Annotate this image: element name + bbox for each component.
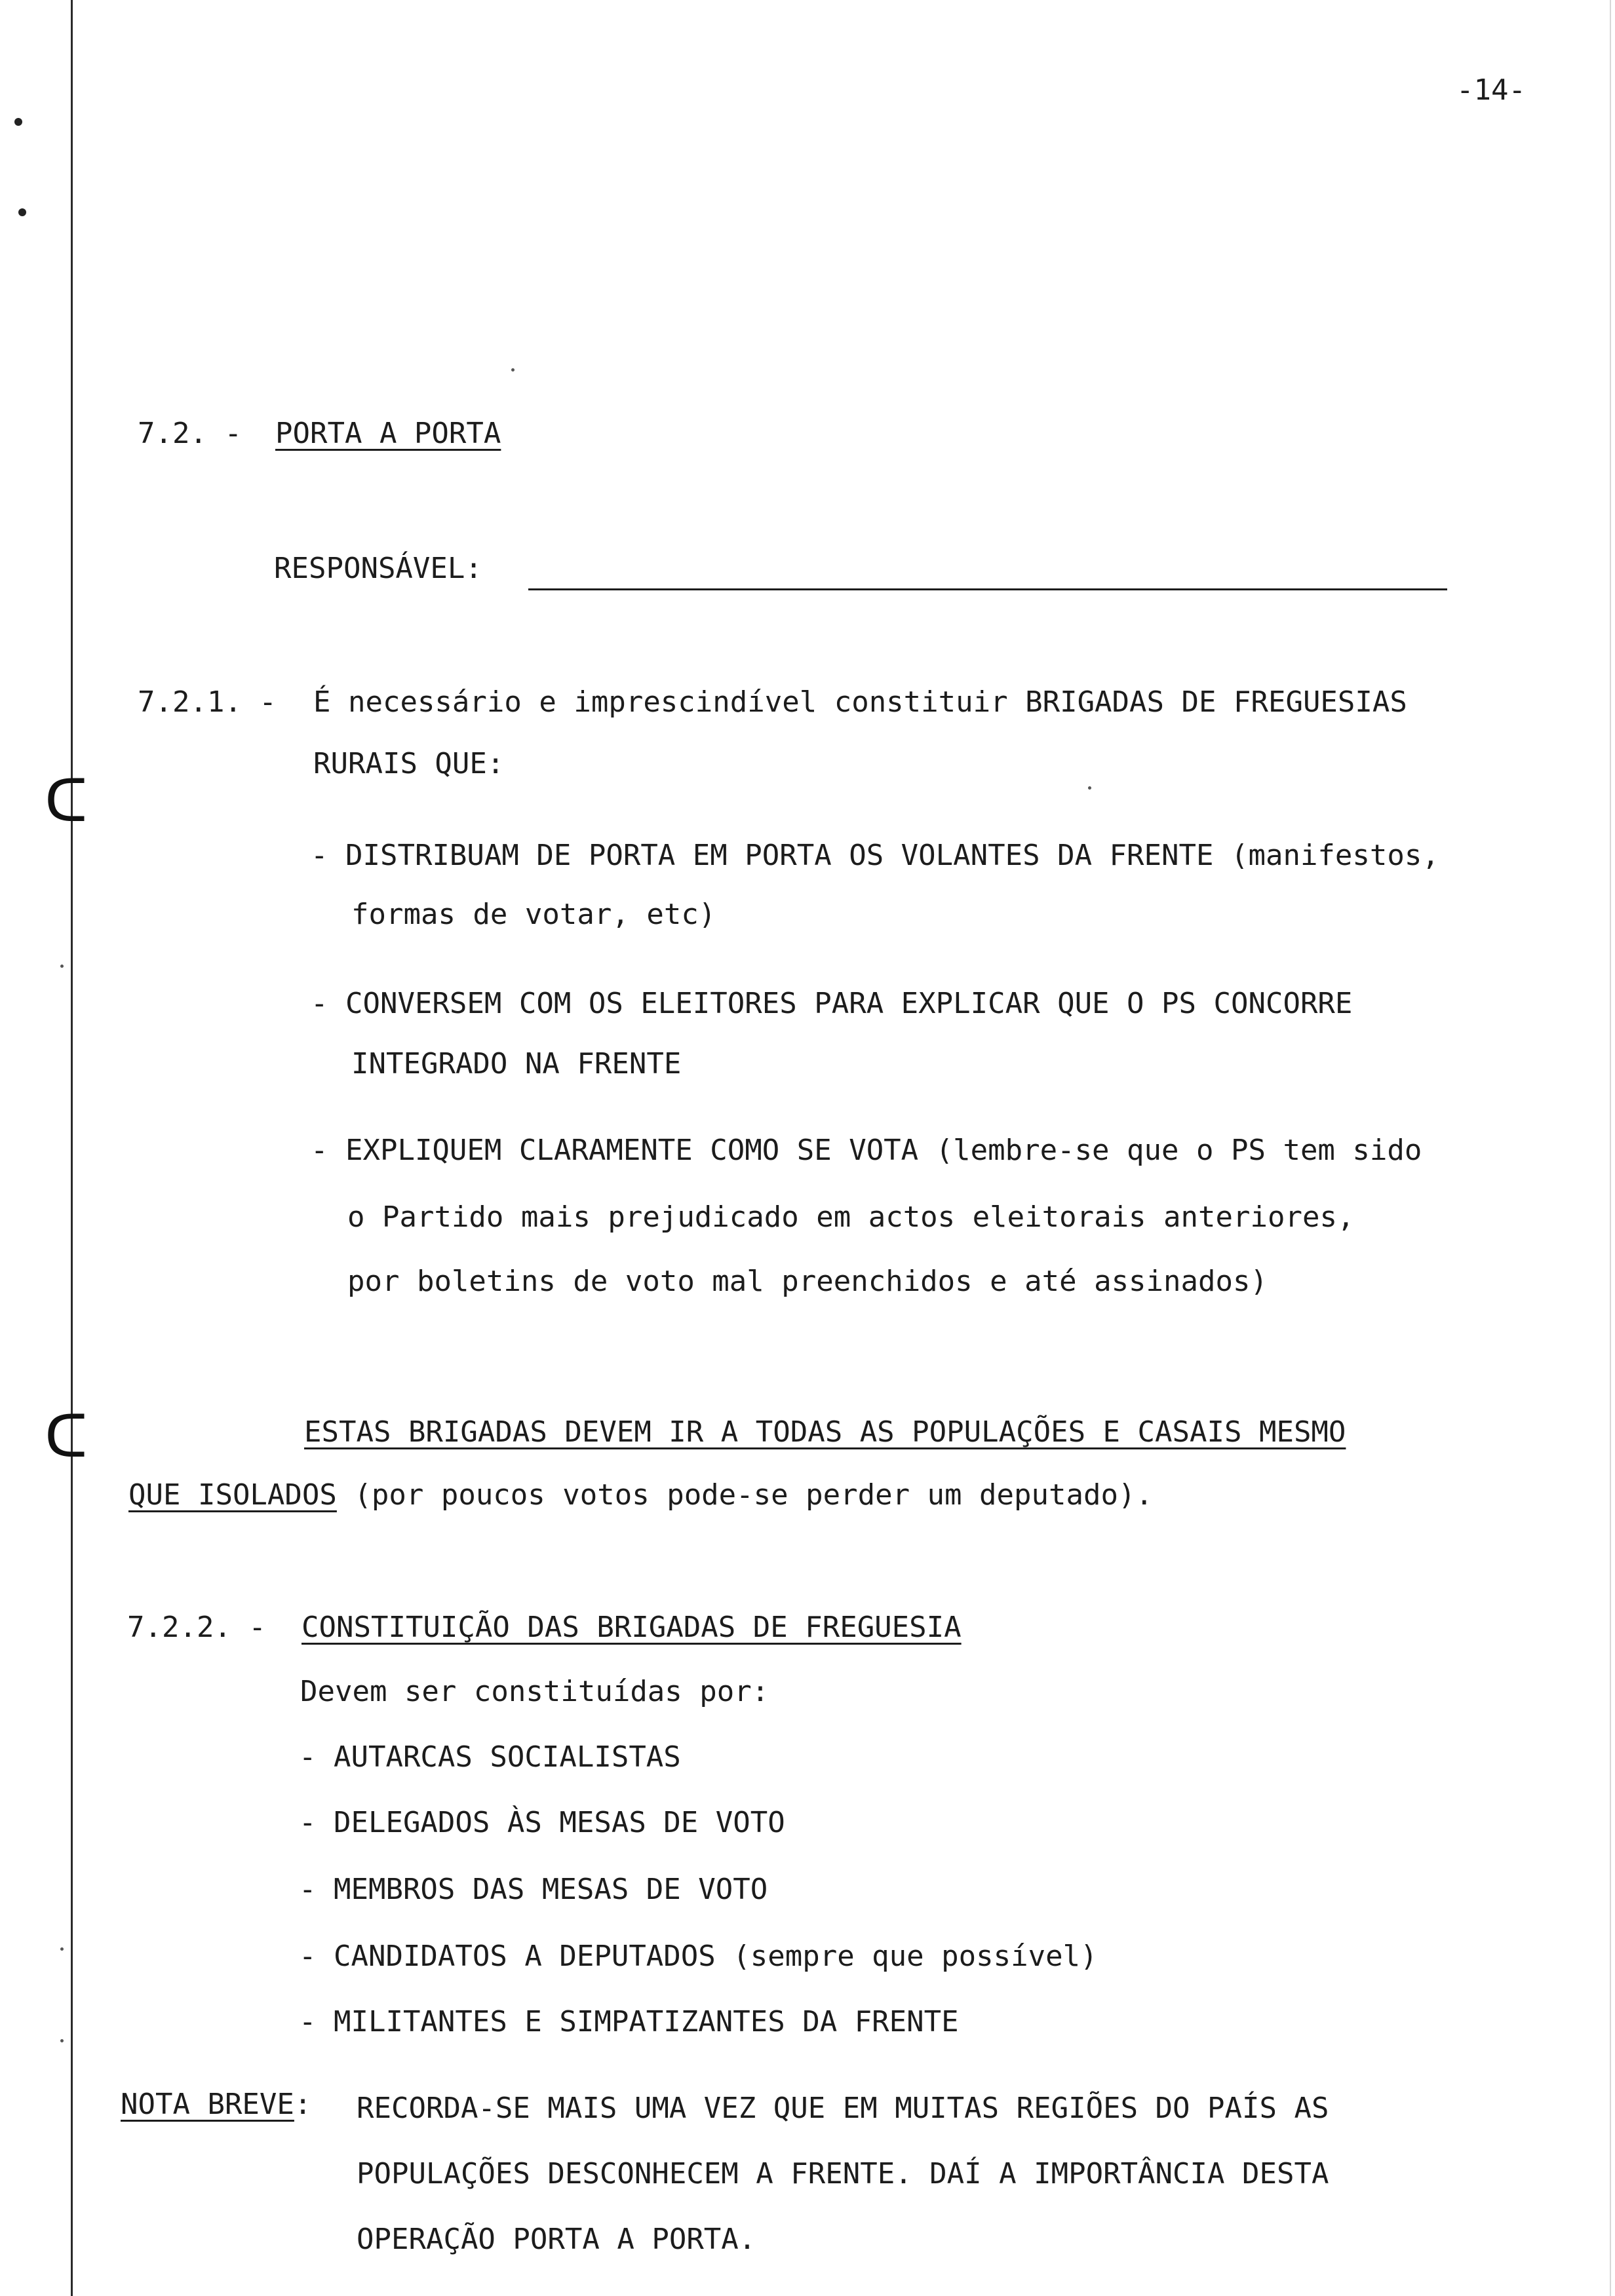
- nota-breve-line: [121, 2088, 311, 2121]
- responsible-blank-line: [528, 588, 1447, 590]
- list-item-continuation: o Partido mais prejudicado em actos eleitorais anteriores,: [347, 1200, 1355, 1234]
- binder-hole-icon: ᑕ: [45, 767, 88, 835]
- subsection-intro: Devem ser constituídas por:: [300, 1675, 769, 1708]
- page-number: -14-: [1456, 73, 1526, 107]
- responsible-label: RESPONSÁVEL:: [274, 552, 482, 585]
- list-item: - DELEGADOS ÀS MESAS DE VOTO: [299, 1806, 785, 1839]
- nota-breve-colon: :: [294, 2088, 312, 2121]
- subsection-number: 7.2.2. -: [127, 1611, 266, 1644]
- list-item: - DISTRIBUAM DE PORTA EM PORTA OS VOLANTES DA FRENTE (manifestos,: [311, 839, 1439, 872]
- punch-dot-mark: [18, 208, 26, 216]
- paragraph-line: É necessário e imprescindível constituir BRIGADAS DE FREGUESIAS: [313, 685, 1407, 719]
- section-title: PORTA A PORTA: [275, 417, 501, 450]
- brigadas-note-line: ESTAS BRIGADAS DEVEM IR A TODAS AS POPULAÇÕES E CASAIS MESMO: [304, 1415, 1346, 1449]
- brigadas-note-line: [128, 1478, 1153, 1512]
- punch-dot-mark: [14, 118, 22, 126]
- nota-line: RECORDA-SE MAIS UMA VEZ QUE EM MUITAS REGIÕES DO PAÍS AS: [357, 2092, 1329, 2125]
- nota-breve-label: NOTA BREVE: [121, 2088, 294, 2121]
- nota-line: POPULAÇÕES DESCONHECEM A FRENTE. DAÍ A IMPORTÂNCIA DESTA: [357, 2157, 1329, 2191]
- binder-hole-icon: ᑕ: [45, 1402, 88, 1471]
- speck-mark: [60, 1947, 64, 1951]
- brigadas-note-rest: (por poucos votos pode-se perder um deputado).: [336, 1478, 1153, 1512]
- brigadas-note-emphasis: QUE ISOLADOS: [128, 1478, 337, 1512]
- list-item: - CANDIDATOS A DEPUTADOS (sempre que possível): [299, 1940, 1098, 1973]
- list-item-continuation: por boletins de voto mal preenchidos e até assinados): [347, 1265, 1268, 1298]
- binding-margin-line: [71, 0, 73, 2296]
- list-item: - MEMBROS DAS MESAS DE VOTO: [299, 1873, 768, 1906]
- subsection-title: CONSTITUIÇÃO DAS BRIGADAS DE FREGUESIA: [302, 1611, 962, 1644]
- speck-mark: [60, 2039, 64, 2042]
- list-item: - MILITANTES E SIMPATIZANTES DA FRENTE: [299, 2005, 959, 2038]
- subsection-number: 7.2.1. -: [138, 685, 277, 719]
- speck-mark: [511, 368, 515, 372]
- list-item: - AUTARCAS SOCIALISTAS: [299, 1740, 681, 1774]
- list-item: - EXPLIQUEM CLARAMENTE COMO SE VOTA (lembre-se que o PS tem sido: [311, 1134, 1422, 1167]
- page-edge-line: [1610, 0, 1611, 2296]
- speck-mark: [1088, 786, 1091, 790]
- list-item-continuation: formas de votar, etc): [351, 898, 716, 931]
- list-item: - CONVERSEM COM OS ELEITORES PARA EXPLICAR QUE O PS CONCORRE: [311, 987, 1353, 1020]
- nota-line: OPERAÇÃO PORTA A PORTA.: [357, 2223, 756, 2256]
- section-number: 7.2. -: [138, 417, 242, 450]
- list-item-continuation: INTEGRADO NA FRENTE: [351, 1047, 682, 1081]
- paragraph-line: RURAIS QUE:: [313, 747, 505, 780]
- speck-mark: [60, 965, 64, 968]
